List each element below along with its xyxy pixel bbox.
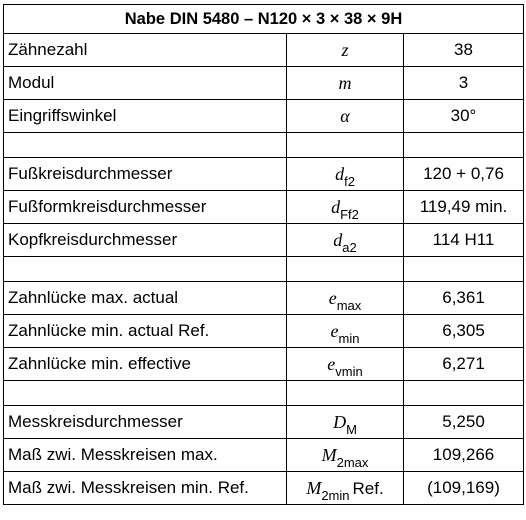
parameter-symbol <box>287 282 404 315</box>
din5480-spec-table <box>3 4 524 505</box>
symbol-letter: e <box>327 353 336 374</box>
symbol-subscript: M <box>346 421 357 437</box>
table-row <box>4 224 524 257</box>
table-row <box>4 34 524 67</box>
symbol-letter: d <box>335 163 345 184</box>
table-row <box>4 472 524 505</box>
parameter-name: Fußkreisdurchmesser <box>4 158 287 191</box>
symbol-letter: M <box>321 444 337 465</box>
symbol-subscript: 2max <box>336 454 369 470</box>
parameter-symbol <box>287 34 404 67</box>
parameter-symbol <box>287 406 404 439</box>
symbol-subscript: a2 <box>342 239 357 255</box>
parameter-name: Messkreisdurchmesser <box>4 406 287 439</box>
parameter-value: 6,271 <box>404 348 524 381</box>
table-row <box>4 158 524 191</box>
parameter-name: Maß zwi. Messkreisen min. Ref. <box>4 472 287 505</box>
symbol-letter: z <box>341 39 349 60</box>
symbol-letter: e <box>330 320 339 341</box>
table-row <box>4 439 524 472</box>
symbol-letter: d <box>331 196 341 217</box>
parameter-symbol <box>287 348 404 381</box>
parameter-value: 6,361 <box>404 282 524 315</box>
parameter-name: Zähnezahl <box>4 34 287 67</box>
table-row <box>4 67 524 100</box>
empty-cell <box>4 257 287 282</box>
table-row <box>4 191 524 224</box>
symbol-subscript: f2 <box>344 173 355 189</box>
parameter-name: Modul <box>4 67 287 100</box>
parameter-symbol <box>287 439 404 472</box>
symbol-letter: M <box>306 477 322 498</box>
table-header-row <box>4 5 524 34</box>
parameter-value: 6,305 <box>404 315 524 348</box>
parameter-symbol <box>287 100 404 133</box>
symbol-letter: α <box>340 105 350 126</box>
empty-cell <box>287 257 404 282</box>
spacer-row <box>4 381 524 406</box>
empty-cell <box>4 133 287 158</box>
empty-cell <box>287 133 404 158</box>
parameter-value: 120 + 0,76 <box>404 158 524 191</box>
empty-cell <box>404 257 524 282</box>
empty-cell <box>4 381 287 406</box>
symbol-letter: m <box>338 72 352 93</box>
parameter-name: Eingriffswinkel <box>4 100 287 133</box>
parameter-name: Kopfkreisdurchmesser <box>4 224 287 257</box>
parameter-name: Maß zwi. Messkreisen max. <box>4 439 287 472</box>
parameter-symbol <box>287 191 404 224</box>
parameter-name: Zahnlücke min. actual Ref. <box>4 315 287 348</box>
symbol-suffix: Ref. <box>352 478 384 498</box>
symbol-letter: d <box>333 229 343 250</box>
symbol-subscript: min <box>338 330 360 346</box>
parameter-name: Zahnlücke max. actual <box>4 282 287 315</box>
parameter-name: Zahnlücke min. effective <box>4 348 287 381</box>
parameter-value: 109,266 <box>404 439 524 472</box>
symbol-subscript: max <box>336 297 362 313</box>
parameter-value: 119,49 min. <box>404 191 524 224</box>
spacer-row <box>4 133 524 158</box>
symbol-subscript: 2min <box>321 487 350 503</box>
table-title: Nabe DIN 5480 – N120 × 3 × 38 × 9H <box>4 5 524 34</box>
spacer-row <box>4 257 524 282</box>
table-row <box>4 100 524 133</box>
table-row <box>4 282 524 315</box>
table-row <box>4 348 524 381</box>
table-row <box>4 315 524 348</box>
parameter-symbol <box>287 315 404 348</box>
symbol-subscript: Ff2 <box>340 206 359 222</box>
empty-cell <box>287 381 404 406</box>
symbol-letter: e <box>328 287 337 308</box>
empty-cell <box>404 381 524 406</box>
parameter-value: 30° <box>404 100 524 133</box>
parameter-value: 38 <box>404 34 524 67</box>
symbol-subscript: vmin <box>335 363 363 379</box>
parameter-symbol <box>287 158 404 191</box>
parameter-value: 5,250 <box>404 406 524 439</box>
parameter-symbol <box>287 224 404 257</box>
symbol-letter: D <box>333 411 347 432</box>
parameter-value: (109,169) <box>404 472 524 505</box>
parameter-value: 3 <box>404 67 524 100</box>
parameter-name: Fußformkreisdurchmesser <box>4 191 287 224</box>
parameter-value: 114 H11 <box>404 224 524 257</box>
table-row <box>4 406 524 439</box>
empty-cell <box>404 133 524 158</box>
parameter-symbol <box>287 472 404 505</box>
parameter-symbol <box>287 67 404 100</box>
